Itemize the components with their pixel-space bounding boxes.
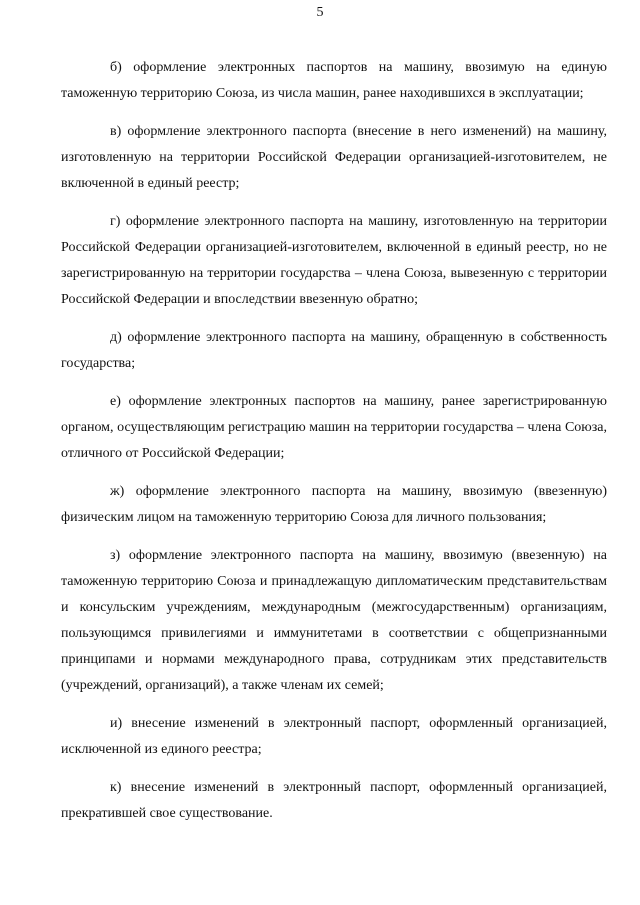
paragraph-v: в) оформление электронного паспорта (внесение в него изменений) на машину, изготовленную на территории Российской Федерации организацией-изготовителем, не включенной в единый реестр;	[61, 124, 607, 191]
paragraph-b: б) оформление электронных паспортов на машину, ввозимую на единую таможенную территорию Союза, из числа машин, ранее находившихся в эксплуатации;	[61, 60, 607, 101]
paragraph-zh: ж) оформление электронного паспорта на машину, ввозимую (ввезенную) физическим лицом на таможенную территорию Союза для личного пользования;	[61, 484, 607, 525]
paragraph-z: з) оформление электронного паспорта на машину, ввозимую (ввезенную) на таможенную территорию Союза и принадлежащую дипломатическим представительствам и консульским учреждениям, международным (межгосударственным) организациям, пользующимся привилегиями и иммунитетами в соответствии с общепризнанными принципами и нормами международного права, сотрудникам этих представительств (учреждений, организаций), а также членам их семей;	[61, 548, 607, 693]
page-number: 5	[316, 5, 324, 20]
paragraph-k: к) внесение изменений в электронный паспорт, оформленный организацией, прекратившей свое существование.	[61, 780, 607, 821]
paragraph-d: д) оформление электронного паспорта на машину, обращенную в собственность государства;	[61, 330, 607, 371]
document-body	[61, 55, 607, 839]
paragraph-e: е) оформление электронных паспортов на машину, ранее зарегистрированную органом, осуществляющим регистрацию машин на территории государства – члена Союза, отличного от Российской Федерации;	[61, 394, 607, 461]
paragraph-i: и) внесение изменений в электронный паспорт, оформленный организацией, исключенной из единого реестра;	[61, 716, 607, 757]
paragraph-g: г) оформление электронного паспорта на машину, изготовленную на территории Российской Федерации организацией-изготовителем, включенной в единый реестр, но не зарегистрированную на территории государства – члена Союза, вывезенную с территории Российской Федерации и впоследствии ввезенную обратно;	[61, 214, 607, 307]
